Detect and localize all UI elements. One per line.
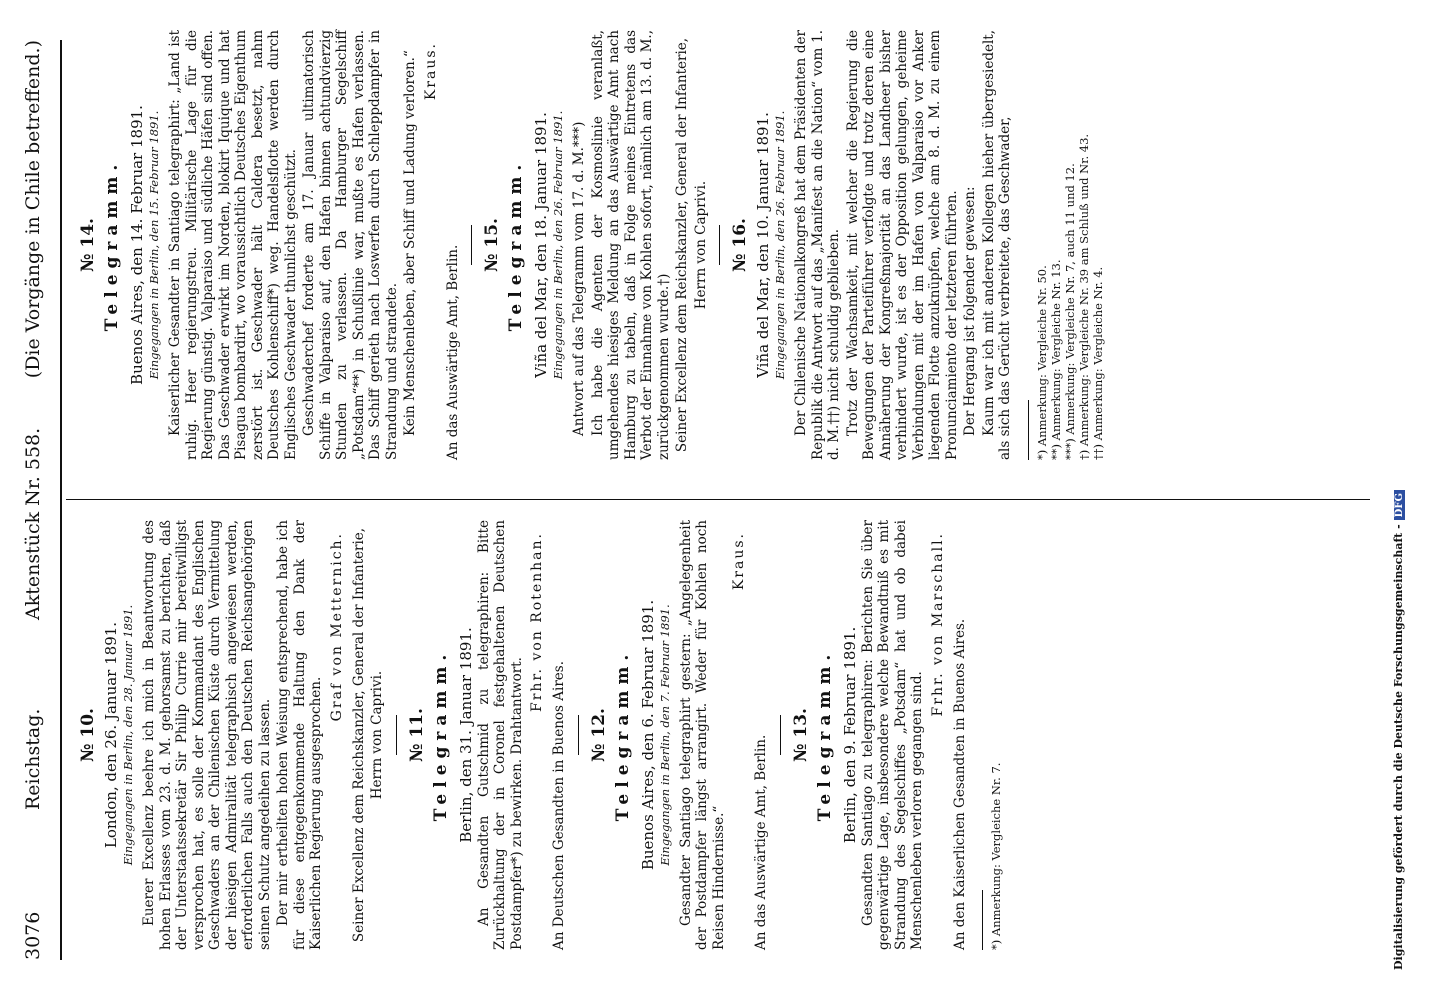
- left-column: [72, 520, 1003, 950]
- doc-addressee: An das Auswärtige Amt, Berlin.: [444, 244, 461, 460]
- doc-paragraph: Der Hergang ist folgender gewesen:: [962, 186, 978, 436]
- doc-date: Viña del Mar, den 10. Januar 1891.: [754, 112, 772, 378]
- doc-paragraph: Euerer Excellenz beehre ich mich in Beantwortung des hohen Erlasses vom 23. d. M. gehorsamst zu berichten, daß der Unterstaatssekretär Sir Philip Currie mir bereitwilligst versprochen hat, es solle der Kommandant des Englischen Geschwaders an der Chilenischen Küste durch Vermittelung der hiesigen Admiralität telegraphisch angewiesen werden, erforderlichen Falls auch den Deutschen Reichsangehörigen seinen Schutz angedeihen zu lassen.: [141, 520, 273, 950]
- doc-addressee: Herrn von Caprivi.: [692, 180, 709, 310]
- doc-number: № 10.: [78, 708, 98, 762]
- separator: [471, 225, 472, 265]
- doc-paragraph: Ich habe die Agenten der Kosmoslinie veranlaßt, umgehendes hiesiges Meldung an das Auswärtige Amt nach Hamburg zu tabeln, daß in Folge meines Eintretens das Verbot der Einnahme von Kohlen sofort, nämlich am 13. d. M., zurückgenommen wurde.†): [589, 30, 672, 460]
- doc-signature: Kraus.: [422, 42, 439, 101]
- right-column: [72, 30, 1105, 460]
- doc-addressee: Seiner Excellenz dem Reichskanzler, General der Infanterie,: [350, 527, 367, 943]
- dfg-logo: DFG: [1394, 490, 1405, 520]
- doc-paragraph: Gesandter Santiago telegraphirt gestern: „Angelegenheit der Postdampfer längst arrangirt. Weder für Kohlen noch Reisen Hindernisse.“: [677, 520, 727, 950]
- doc-date: Buenos Aires, den 6. Februar 1891.: [638, 599, 657, 871]
- doc-number: № 16.: [730, 218, 750, 272]
- digitization-credit: [1392, 30, 1405, 970]
- doc-title: Telegramm.: [102, 158, 122, 332]
- separator: [780, 715, 781, 755]
- doc-paragraph: Der Chilenische Nationalkongreß hat dem Präsidenten der Republik die Antwort auf das „Manifest an die Nation“ vom 1. d. M.††) nicht schuldig geblieben.: [793, 30, 842, 460]
- doc-paragraph: Kein Menschenleben, aber Schiff und Ladung verloren.“: [402, 50, 418, 436]
- footnote: ††) Anmerkung: Vergleiche Nr. 4.: [1090, 266, 1105, 460]
- header-left: Reichstag.: [22, 708, 44, 810]
- doc-paragraph: Trotz der Wachsamkeit, mit welcher die Regierung die Bewegungen der Parteiführer verfolgte und trotz deren eine Annäherung der Kongreßmajorität an das Landheer bisher verhindert wurde, ist es der Opposition gelungen, geheime Verbindungen mit der im Hafen von Valparaiso vor Anker liegenden Flotte anzuknüpfen, welche am 8. d. M. zu einem Pronunciamiento der letzteren führten.: [844, 30, 960, 460]
- doc-title: Telegramm.: [814, 648, 835, 822]
- doc-received: Eingegangen in Berlin, den 26. Februar 1891.: [773, 110, 787, 380]
- doc-received: Eingegangen in Berlin, den 26. Februar 1891.: [551, 110, 565, 380]
- doc-addressee: Seiner Excellenz dem Reichskanzler, General der Infanterie,: [674, 37, 690, 453]
- separator: [578, 715, 579, 755]
- doc-date: Berlin, den 31. Januar 1891.: [456, 627, 475, 843]
- footnote: †) Anmerkung: Vergleiche Nr. 39 am Schluß und Nr. 43.: [1076, 133, 1091, 460]
- footnote: *) Anmerkung: Vergleiche Nr. 7.: [989, 762, 1003, 950]
- doc-paragraph: Kaum war ich mit anderen Kollegen hieher übergesiedelt, als sich das Gerücht verbreitete, das Geschwader,: [980, 30, 1013, 460]
- doc-paragraph: Geschwaderchef forderte am 17. Januar ultimatorisch Schiffe in Valparaiso auf, den Hafen binnen achtundvierzig Stunden zu verlassen. Da Hamburger Segelschiff „Potsdam“**) in Schußlinie war, mußte es Hafen verlassen. Das Schiff gerieth nach Loswerfen durch Schleppdampfer in Strandung und strandete.: [301, 30, 400, 460]
- column-divider: [66, 499, 1370, 500]
- footnote-rule: [1028, 400, 1029, 460]
- doc-addressee: Herrn von Caprivi.: [369, 670, 385, 800]
- header-center: Aktenstück Nr. 558.: [22, 427, 44, 620]
- doc-signature: Kraus.: [731, 532, 747, 591]
- doc-title: Telegramm.: [506, 158, 526, 332]
- doc-received: Eingegangen in Berlin, den 28. Januar 1891.: [121, 604, 135, 866]
- footnote-rule: [982, 890, 983, 950]
- credit-text: Digitalisierung gefördert durch die Deutsche Forschungsgemeinschaft -: [1392, 524, 1405, 970]
- doc-number: № 14.: [78, 218, 98, 272]
- doc-addressee: An das Auswärtige Amt, Berlin.: [753, 734, 769, 950]
- doc-signature: Graf von Metternich.: [328, 532, 345, 722]
- header-rule: [60, 40, 62, 960]
- doc-paragraph: Der mir ertheilten hohen Weisung entsprechend, habe ich für diese entgegenkommende Haltung den Dank der Kaiserlichen Regierung ausgesprochen.: [275, 520, 324, 950]
- doc-received: Eingegangen in Berlin, den 7. Februar 1891.: [657, 604, 672, 866]
- page-header: [22, 40, 62, 960]
- doc-signature: Frhr. von Marschall.: [929, 532, 946, 717]
- doc-date: London, den 26. Januar 1891.: [102, 621, 120, 849]
- header-right: (Die Vorgänge in Chile betreffend.): [22, 40, 44, 379]
- doc-paragraph: Kaiserlicher Gesandter in Santiago telegraphirt: „Land ist ruhig. Heer regierungstreu. Militärische Lage für die Regierung günstig. Valparaiso und südliche Häfen sind offen. Das Geschwader erwirkt im Norden, blokirt Iquique und hat Pisagua bombardirt, wo voraussichtlich Deutsches Eigenthum zerstört ist. Geschwader hält Caldera besetzt, nahm Deutsches Kohlenschiff*) weg. Handelsflotte werden durch Englisches Geschwader thunlichst geschützt.: [167, 30, 299, 460]
- doc-number: № 12.: [588, 708, 609, 762]
- doc-paragraph: Gesandten Santiago zu telegraphiren: Berichten Sie über gegenwärtige Lage, insbesondere welche Bewandtniß es mit Strandung des Segelschiffes „Potsdam“ hat und ob dabei Menschenleben verloren gegangen sind.: [859, 520, 925, 950]
- doc-number: № 13.: [790, 708, 811, 762]
- footnote: **) Anmerkung: Vergleiche Nr. 13.: [1048, 259, 1063, 460]
- doc-received: Eingegangen in Berlin, den 15. Februar 1891.: [147, 110, 161, 380]
- doc-signature: Frhr. von Rotenhan.: [529, 532, 545, 713]
- footnote: *) Anmerkung: Vergleiche Nr. 50.: [1034, 265, 1049, 460]
- doc-date: Berlin, den 9. Februar 1891.: [840, 626, 859, 844]
- doc-number: № 15.: [482, 218, 502, 272]
- doc-date: Buenos Aires, den 14. Februar 1891.: [128, 105, 146, 385]
- doc-addressee: An den Kaiserlichen Gesandten in Buenos Aires.: [951, 618, 968, 950]
- doc-number: № 11.: [406, 708, 427, 762]
- doc-addressee: An Deutschen Gesandten in Buenos Aires.: [551, 661, 567, 950]
- doc-date: Viña del Mar, den 18. Januar 1891.: [532, 112, 550, 378]
- doc-title: Telegramm.: [612, 648, 633, 822]
- doc-paragraph: An Gesandten Gutschmid zu telegraphiren: Bitte Zurückhaltung der in Coronel festgehaltenen Deutschen Postdampfer*) zu bewirken. Drahtantwort.: [475, 520, 525, 950]
- footnote: ***) Anmerkung: Vergleiche Nr. 7, auch 11 und 12.: [1062, 163, 1077, 460]
- doc-paragraph: Antwort auf das Telegramm vom 17. d. M.***): [571, 121, 587, 436]
- separator: [719, 225, 720, 265]
- separator: [396, 715, 397, 755]
- page-number: 3076: [22, 911, 44, 960]
- doc-title: Telegramm.: [430, 648, 451, 822]
